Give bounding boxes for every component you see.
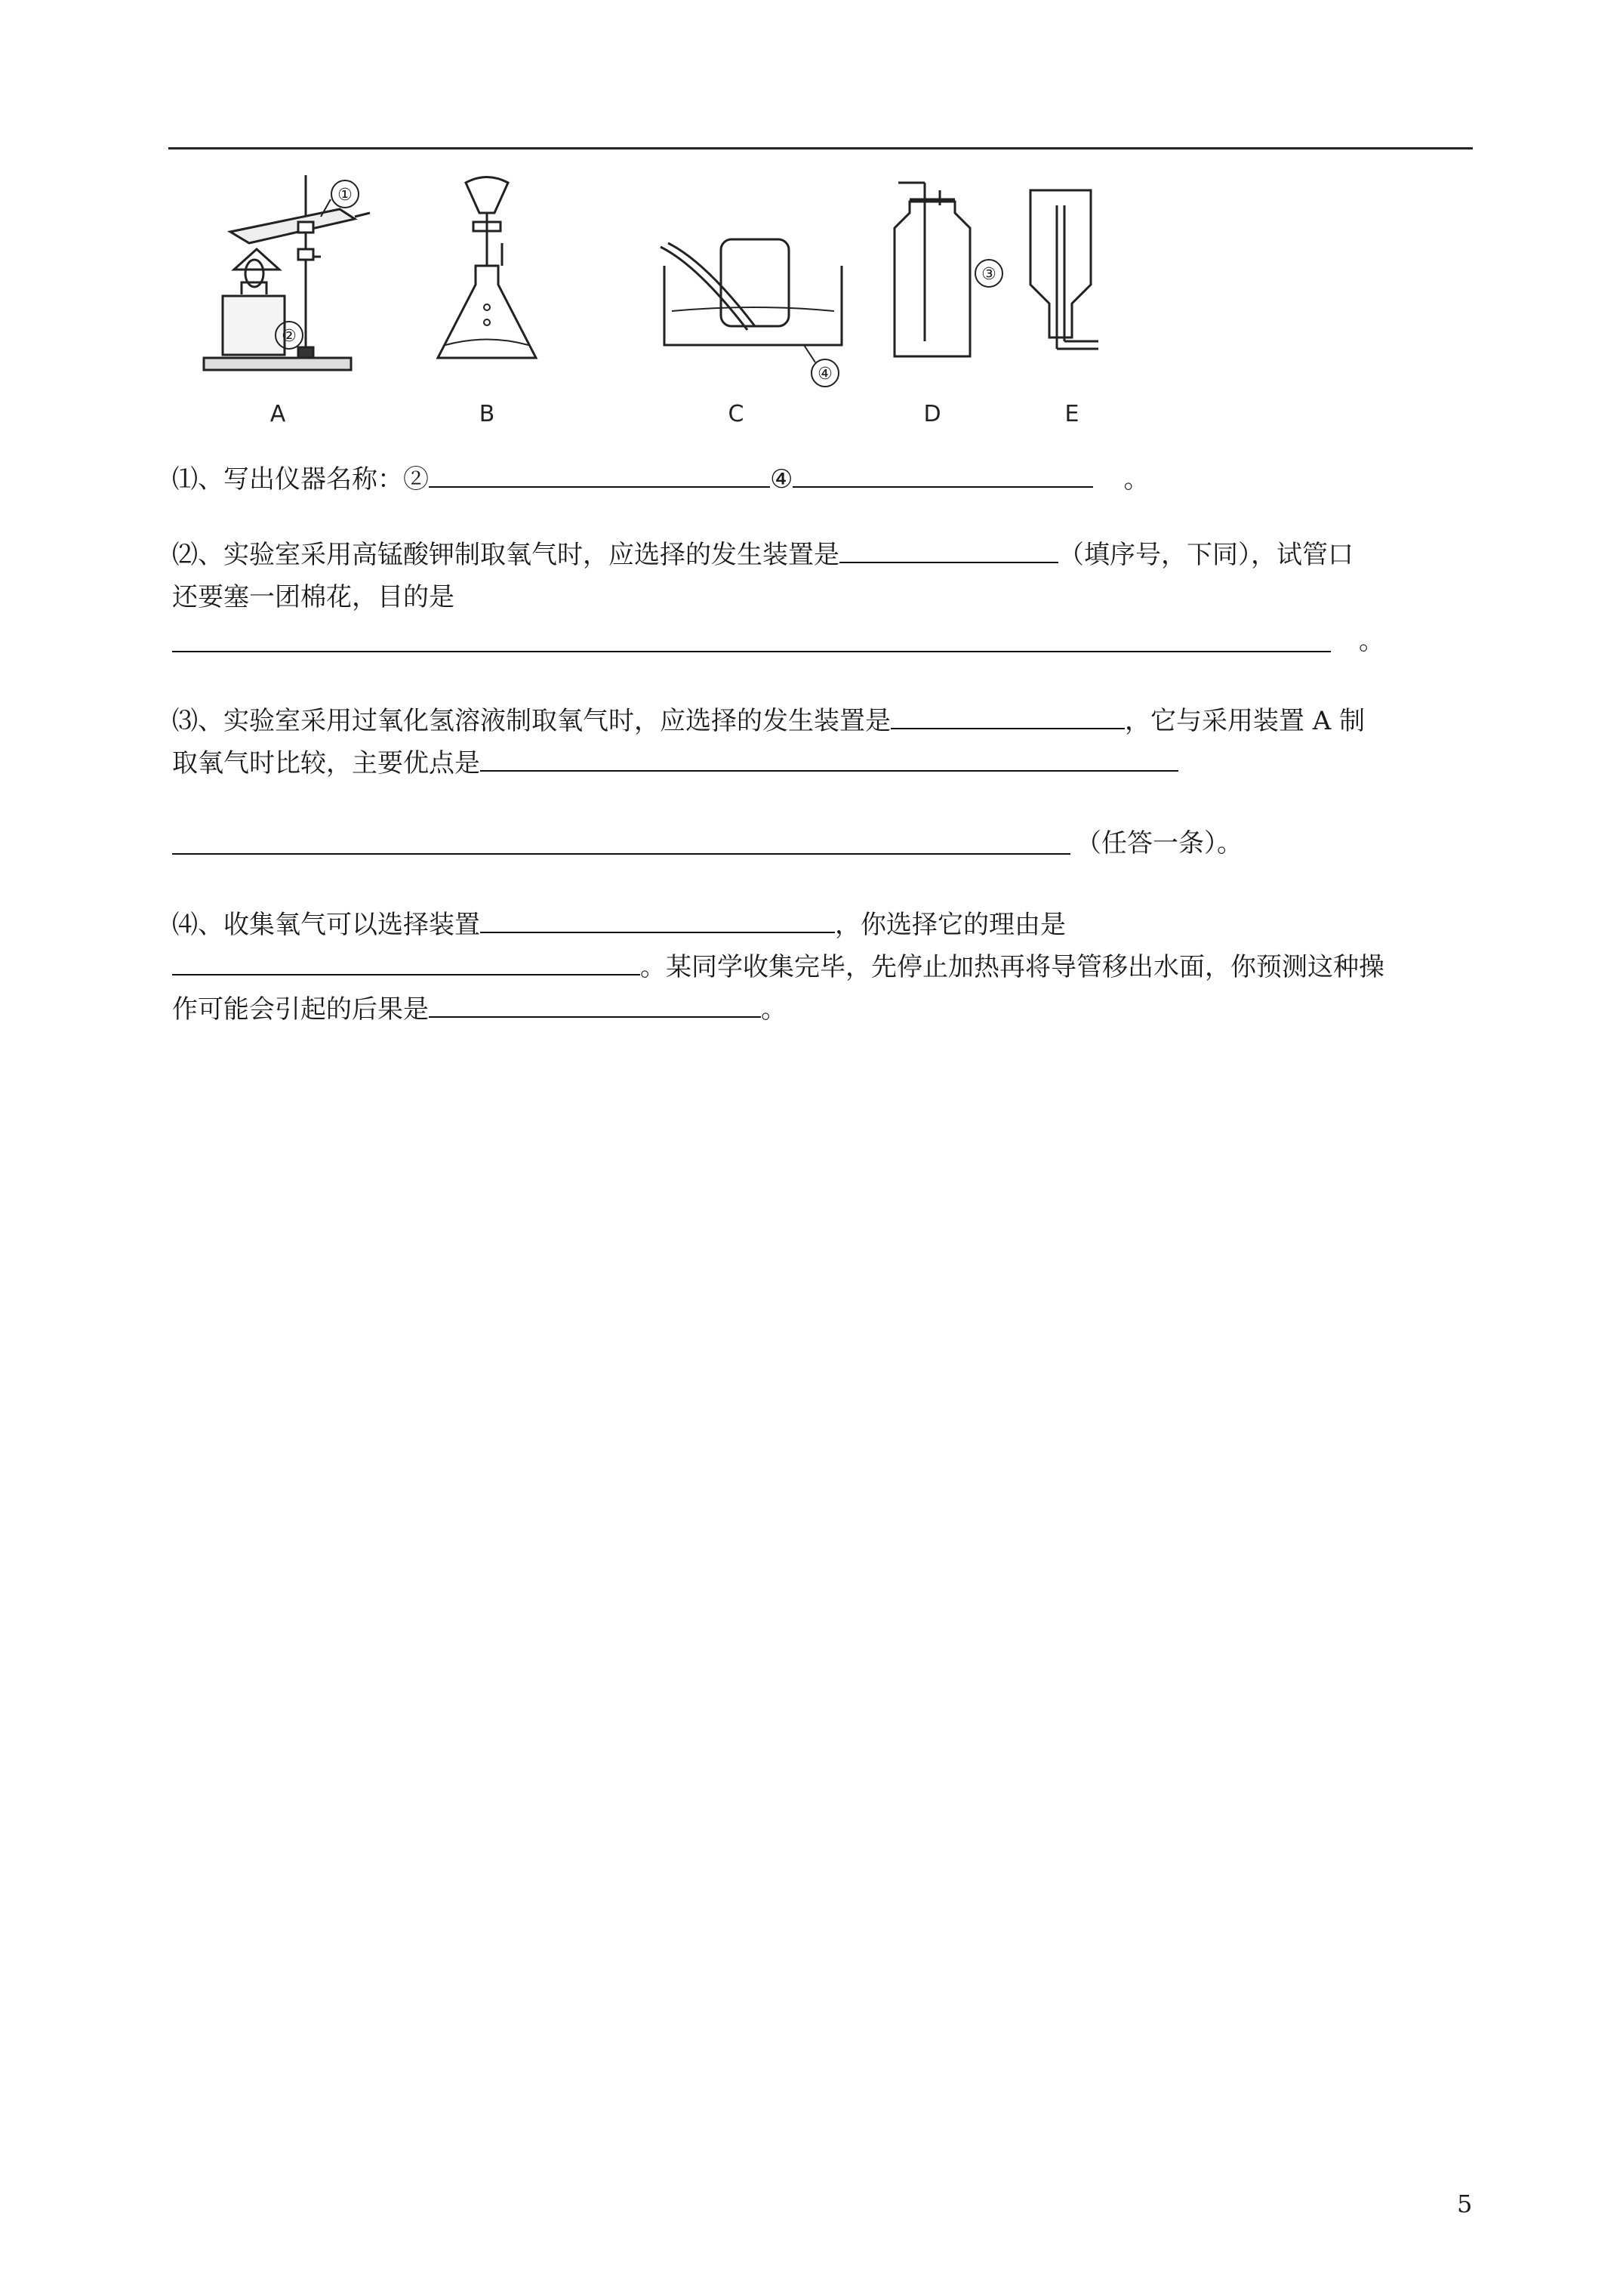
marker-3: ③ xyxy=(981,265,996,284)
apparatus-e xyxy=(1030,190,1098,349)
question-2-line-1 xyxy=(172,538,1354,572)
q2-line1b: （填序号，下同），试管口 xyxy=(1058,540,1354,570)
q3-line2: 取氧气时比较，主要优点是 xyxy=(172,748,480,778)
q4-blank-consequence[interactable] xyxy=(429,994,761,1018)
q4-line1a: ⑷、收集氧气可以选择装置 xyxy=(172,910,480,940)
q1-mid: ④ xyxy=(770,464,793,495)
q2-line3-end: 。 xyxy=(1359,626,1384,656)
apparatus-figure xyxy=(170,160,1166,443)
apparatus-drawing xyxy=(170,160,1166,443)
q4-blank-reason[interactable] xyxy=(172,951,640,975)
q4-line3end: 。 xyxy=(761,994,787,1025)
q2-blank-device[interactable] xyxy=(839,539,1058,563)
header-rule xyxy=(168,147,1473,149)
q4-line3a: 作可能会引起的后果是 xyxy=(172,994,429,1025)
q3-blank-advantage-cont[interactable] xyxy=(172,853,1070,855)
question-3-line-2 xyxy=(172,746,1178,781)
question-3-line-1 xyxy=(172,704,1365,738)
q1-end: 。 xyxy=(1123,464,1150,495)
q2-line2: 还要塞一团棉花，目的是 xyxy=(172,582,454,612)
q4-line2b: 。某同学收集完毕，先停止加热再将导管移出水面，你预测这种操 xyxy=(640,952,1384,982)
question-2-line-2 xyxy=(172,580,454,615)
q2-blank-purpose[interactable] xyxy=(172,651,1331,652)
question-4-line-2 xyxy=(172,950,1384,985)
q3-blank-advantage[interactable] xyxy=(480,747,1178,772)
q2-line1a: ⑵、实验室采用高锰酸钾制取氧气时，应选择的发生装置是 xyxy=(172,540,839,570)
apparatus-c xyxy=(661,239,842,387)
q1-blank-4[interactable] xyxy=(793,464,1093,488)
q4-blank-collect[interactable] xyxy=(480,909,835,933)
q1-text: ⑴、写出仪器名称：② xyxy=(172,464,429,495)
label-a: A xyxy=(269,401,286,427)
marker-4: ④ xyxy=(818,365,833,384)
label-c: C xyxy=(728,401,744,427)
page-number: 5 xyxy=(1457,2190,1473,2218)
question-4-line-1 xyxy=(172,908,1066,942)
label-d: D xyxy=(923,401,941,427)
apparatus-b xyxy=(438,177,536,359)
marker-2: ② xyxy=(282,327,297,346)
q3-line1b: ，它与采用装置 A 制 xyxy=(1125,706,1366,736)
q3-blank-device[interactable] xyxy=(891,705,1125,729)
marker-1: ① xyxy=(337,186,353,205)
q3-line3-end: （任答一条）。 xyxy=(1076,828,1243,858)
label-b: B xyxy=(479,401,495,427)
question-1 xyxy=(172,462,1149,497)
question-4-line-3 xyxy=(172,992,787,1027)
q1-blank-2[interactable] xyxy=(429,464,770,488)
label-e: E xyxy=(1064,401,1079,427)
q3-line1a: ⑶、实验室采用过氧化氢溶液制取氧气时，应选择的发生装置是 xyxy=(172,706,891,736)
q4-line1b: ，你选择它的理由是 xyxy=(835,910,1066,940)
